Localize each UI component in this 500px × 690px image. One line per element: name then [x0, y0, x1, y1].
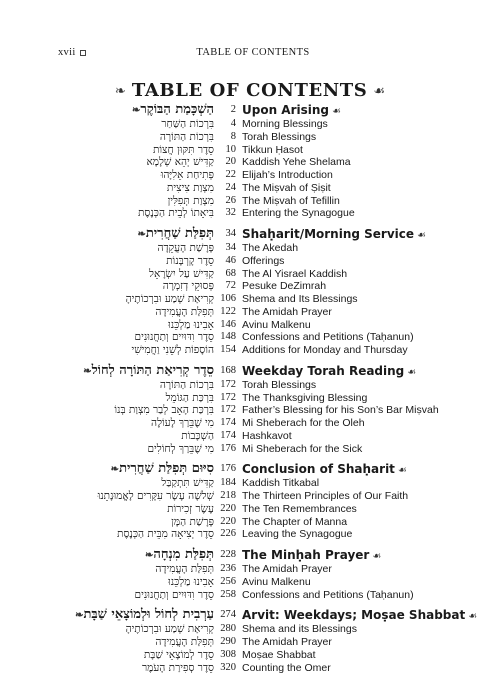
- section-hebrew-title: [143, 547, 214, 564]
- entry-page-number: 174: [220, 429, 236, 441]
- toc-section-row[interactable]: [0, 363, 500, 379]
- toc-entry-row[interactable]: [0, 490, 500, 503]
- entry-hebrew-title: מִצְוַת צִיצִית: [166, 181, 214, 194]
- section-english-text: Weekday Torah Reading: [242, 363, 405, 378]
- entry-page-number: 146: [220, 318, 236, 330]
- entry-hebrew-title: בִּרְכוֹת הַתּוֹרָה: [159, 130, 214, 143]
- toc-section-row[interactable]: [0, 226, 500, 242]
- page-title: TABLE OF CONTENTS: [131, 80, 368, 101]
- section-hebrew-text: הַשְׁכָּמַת הַבּוֹקֶר: [140, 102, 214, 117]
- section-page-number: 2: [230, 104, 236, 115]
- entry-english-title: Torah Blessings: [242, 130, 317, 143]
- toc-entry-row[interactable]: [0, 169, 500, 182]
- entry-page-number: 218: [220, 490, 236, 501]
- entry-hebrew-title: קַדִּישׁ תִּתְקַבַּל: [161, 477, 214, 490]
- entry-hebrew-title: פָּרָשַׁת הַמָּן: [171, 515, 214, 528]
- toc-entry-row[interactable]: [0, 589, 500, 602]
- entry-hebrew-title: מִצְוַת תְּפִלִּין: [167, 194, 214, 207]
- entry-hebrew-title: סֵדֶר תִּקּוּן חֲצוֹת: [152, 143, 214, 156]
- entry-page-number: 236: [220, 563, 236, 574]
- entry-hebrew-title: תְּפִלַּת הָעֲמִידָה: [155, 636, 214, 648]
- entry-page-number: 8: [230, 130, 236, 142]
- entry-english-title: The Al Yisrael Kaddish: [242, 267, 348, 280]
- flourish-icon: ❧: [110, 464, 120, 476]
- section-hebrew-title: [135, 226, 214, 243]
- toc-entry-row[interactable]: [0, 280, 500, 293]
- entry-english-title: Shema and its Blessings: [242, 623, 357, 636]
- entry-english-title: Avinu Malkenu: [242, 575, 311, 588]
- entry-hebrew-title: תְּפִלַּת הָעֲמִידָה: [155, 305, 214, 318]
- flourish-icon: ☙: [372, 551, 382, 562]
- entry-hebrew-title: קְרִיאַת שְׁמַע וּבִרְכוֹתֶיהָ: [125, 623, 214, 636]
- toc-entry-row[interactable]: [0, 503, 500, 516]
- flourish-icon: ☙: [332, 106, 341, 117]
- entry-page-number: 122: [220, 305, 236, 317]
- toc-entry-row[interactable]: [0, 636, 500, 649]
- entry-hebrew-title: עֶשֶׂר זְכִירוֹת: [167, 502, 214, 515]
- entry-english-title: Kaddish Yehe Shelama: [242, 156, 351, 169]
- toc-entry-row[interactable]: [0, 268, 500, 281]
- toc-entry-row[interactable]: [0, 144, 500, 157]
- page-number: xvii: [58, 47, 76, 58]
- entry-hebrew-title: בִּרְכַּת הָאָב לְבַר מִצְוַת בְּנוֹ: [114, 404, 214, 417]
- entry-english-title: Morning Blessings: [242, 118, 328, 130]
- flourish-icon: ❧: [137, 229, 146, 240]
- section-english-text: Shaḥarit/Morning Service: [242, 227, 415, 241]
- toc-entry-row[interactable]: [0, 207, 500, 220]
- entry-page-number: 154: [220, 344, 236, 355]
- running-head: [58, 47, 448, 58]
- entry-hebrew-title: סֵדֶר יְצִיאָה מִבֵּית הַכְּנֶסֶת: [117, 528, 214, 541]
- entry-page-number: 24: [225, 181, 236, 193]
- flourish-icon: ☙: [397, 465, 407, 477]
- entry-page-number: 320: [220, 661, 236, 673]
- entry-page-number: 20: [225, 156, 236, 168]
- entry-hebrew-title: סֵדֶר לְמוֹצָאֵי שַׁבָּת: [143, 648, 214, 661]
- section-hebrew-text: סִיּוּם תְּפִלַּת שַׁחֲרִית: [119, 461, 214, 477]
- entry-page-number: 280: [220, 623, 236, 635]
- section-hebrew-text: עַרְבִית לְחוֹל וּלְמוֹצָאֵי שַׁבָּת: [83, 607, 214, 623]
- section-hebrew-text: תְּפִלַּת מִנְחָה: [153, 547, 214, 562]
- entry-english-title: The Thirteen Principles of Our Faith: [242, 490, 409, 502]
- flourish-right-icon: ☙: [373, 82, 386, 98]
- entry-hebrew-title: בִּרְכוֹת הַשַּׁחַר: [161, 118, 214, 130]
- section-page-number: 176: [220, 463, 236, 475]
- flourish-icon: ☙: [407, 366, 417, 378]
- section-page-number: 34: [225, 228, 236, 239]
- entry-page-number: 106: [220, 293, 236, 304]
- toc-entry-row[interactable]: [0, 404, 500, 417]
- entry-hebrew-title: קַדִּישׁ יְהֵא שְׁלָמָא: [146, 156, 214, 169]
- entry-page-number: 4: [230, 118, 236, 129]
- section-hebrew-title: [130, 102, 214, 119]
- entry-english-title: The Miṣvah of Ṣiṣit: [242, 181, 331, 194]
- toc-section-row[interactable]: [0, 547, 500, 563]
- section-english-text: Arvit: Weekdays; Moṣae Shabbat: [242, 608, 466, 623]
- entry-hebrew-title: שְׁלשָׁה עָשָׂר עִקָּרִים לָאֱמוּנָתֵנוּ: [97, 490, 214, 502]
- entry-page-number: 172: [220, 391, 236, 403]
- entry-english-title: The Thanksgiving Blessing: [242, 391, 368, 404]
- entry-english-title: Father’s Blessing for his Son’s Bar Miṣvah: [242, 404, 439, 417]
- section-hebrew-text: תְּפִלַּת שַׁחֲרִית: [145, 226, 214, 241]
- flourish-icon: ☙: [417, 230, 426, 241]
- entry-english-title: Additions for Monday and Thursday: [242, 344, 408, 356]
- entry-english-title: Shema and Its Blessings: [242, 293, 358, 305]
- toc-entry-row[interactable]: [0, 182, 500, 195]
- toc-section-row[interactable]: [0, 461, 500, 477]
- toc-entry-row[interactable]: [0, 576, 500, 589]
- entry-english-title: Entering the Synagogue: [242, 207, 355, 220]
- entry-page-number: 46: [225, 254, 236, 266]
- entry-english-title: Confessions and Petitions (Taḥanun): [242, 588, 414, 601]
- entry-hebrew-title: אָבִינוּ מַלְכֵּנוּ: [168, 318, 214, 331]
- entry-english-title: The Amidah Prayer: [242, 563, 332, 575]
- entry-english-title: Leaving the Synagogue: [242, 528, 353, 541]
- entry-english-title: Avinu Malkenu: [242, 318, 311, 331]
- entry-page-number: 176: [220, 442, 236, 454]
- toc-entry-row[interactable]: [0, 331, 500, 344]
- toc-entry-row[interactable]: [0, 563, 500, 576]
- entry-hebrew-title: אָבִינוּ מַלְכֵּנוּ: [168, 575, 214, 588]
- entry-hebrew-title: פְּתִיחַת אֵלִיָּהוּ: [160, 169, 214, 181]
- entry-english-title: Pesuke DeZimrah: [242, 280, 327, 293]
- toc-entry-row[interactable]: [0, 477, 500, 490]
- toc-entry-row[interactable]: [0, 516, 500, 529]
- entry-page-number: 148: [220, 331, 236, 343]
- entry-hebrew-title: קְרִיאַת שְׁמַע וּבִרְכוֹתֶיהָ: [125, 293, 214, 305]
- section-english-text: Conclusion of Shaḥarit: [242, 462, 395, 477]
- flourish-icon: ❧: [144, 550, 154, 561]
- section-page-number: 168: [220, 364, 236, 376]
- entry-english-title: The Ten Remembrances: [242, 502, 357, 515]
- flourish-icon: ❧: [75, 610, 84, 622]
- entry-page-number: 226: [220, 528, 236, 540]
- flourish-icon: ❧: [132, 105, 141, 116]
- entry-english-title: Kaddish Titkabal: [242, 477, 320, 490]
- toc-entry-row[interactable]: [0, 417, 500, 430]
- entry-page-number: 10: [225, 143, 236, 155]
- toc-section-row[interactable]: [0, 607, 500, 623]
- entry-page-number: 220: [220, 502, 236, 514]
- entry-page-number: 220: [220, 515, 236, 527]
- entry-page-number: 172: [220, 378, 236, 390]
- toc-entry-row[interactable]: [0, 443, 500, 456]
- entry-english-title: Elijah’s Introduction: [242, 169, 333, 181]
- entry-page-number: 172: [220, 404, 236, 416]
- toc-entry-row[interactable]: [0, 392, 500, 405]
- entry-hebrew-title: הַשְׁכָּבוֹת: [181, 429, 214, 442]
- entry-page-number: 32: [225, 207, 236, 219]
- section-hebrew-title: [109, 461, 214, 478]
- flourish-icon: ☙: [468, 611, 478, 623]
- toc-entry-row[interactable]: [0, 195, 500, 208]
- flourish-left-icon: ❧: [114, 82, 126, 98]
- section-english-text: The Minḥah Prayer: [242, 548, 370, 562]
- page-title-row: [0, 80, 500, 101]
- entry-hebrew-title: סֵדֶר וִדּוּיִים וְתַחֲנוּנִים: [134, 588, 214, 601]
- section-english-text: Upon Arising: [242, 103, 330, 117]
- entry-page-number: 174: [220, 417, 236, 428]
- toc-entry-row[interactable]: [0, 255, 500, 268]
- flourish-icon: ❧: [83, 365, 92, 377]
- entry-page-number: 34: [225, 242, 236, 253]
- entry-page-number: 308: [220, 648, 236, 660]
- section-hebrew-title: [81, 363, 214, 380]
- section-hebrew-title: [73, 607, 214, 624]
- entry-page-number: 256: [220, 575, 236, 587]
- toc-entry-row[interactable]: [0, 379, 500, 392]
- toc-entry-row[interactable]: [0, 306, 500, 319]
- entry-hebrew-title: בִּיאָתוֹ לְבֵית הַכְּנֶסֶת: [138, 207, 214, 220]
- toc-entry-row[interactable]: [0, 649, 500, 662]
- toc-entry-row[interactable]: [0, 131, 500, 144]
- entry-hebrew-title: מִי שֶׁבֵּרַךְ לָעוֹלֶה: [151, 417, 214, 429]
- entry-hebrew-title: פְּסוּקֵי דְזִמְרָה: [162, 280, 214, 293]
- entry-page-number: 184: [220, 477, 236, 489]
- entry-page-number: 68: [225, 267, 236, 279]
- toc-entry-row[interactable]: [0, 528, 500, 541]
- section-hebrew-text: סֵדֶר קְרִיאַת הַתּוֹרָה לְחוֹל: [91, 362, 214, 378]
- entry-page-number: 26: [225, 194, 236, 206]
- toc-entry-row[interactable]: [0, 662, 500, 675]
- entry-english-title: Offerings: [242, 254, 285, 267]
- toc-entry-row[interactable]: [0, 319, 500, 332]
- entry-hebrew-title: סֵדֶר וִדּוּיִים וְתַחֲנוּנִים: [134, 331, 214, 344]
- toc-entry-row[interactable]: [0, 156, 500, 169]
- entry-hebrew-title: מִי שֶׁבֵּרַךְ לְחוֹלִים: [147, 442, 214, 455]
- entry-english-title: Mi Sheberach for the Sick: [242, 442, 363, 455]
- toc-entry-row[interactable]: [0, 242, 500, 255]
- section-page-number: 274: [220, 609, 236, 621]
- entry-hebrew-title: תְּפִלַּת הָעֲמִידָה: [155, 563, 214, 575]
- entry-page-number: 22: [225, 169, 236, 180]
- entry-english-title: Mi Sheberach for the Oleh: [242, 417, 365, 429]
- toc-entry-row[interactable]: [0, 623, 500, 636]
- toc-entry-row[interactable]: [0, 344, 500, 357]
- toc-entry-row[interactable]: [0, 430, 500, 443]
- toc-entry-row[interactable]: [0, 118, 500, 131]
- entry-english-title: The Akedah: [242, 242, 299, 254]
- entry-hebrew-title: קַדִּישׁ עַל יִשְׂרָאֵל: [149, 267, 214, 280]
- entry-hebrew-title: בִּרְכַּת הַגּוֹמֵל: [165, 391, 214, 404]
- table-of-contents: [0, 102, 500, 674]
- entry-english-title: The Chapter of Manna: [242, 515, 348, 528]
- entry-page-number: 258: [220, 588, 236, 600]
- section-page-number: 228: [220, 549, 236, 560]
- entry-english-title: Confessions and Petitions (Taḥanun): [242, 331, 414, 344]
- toc-section-row[interactable]: [0, 102, 500, 118]
- toc-entry-row[interactable]: [0, 293, 500, 306]
- entry-hebrew-title: הוֹסָפוֹת לְשֵׁנִי וַחֲמִישִׁי: [131, 344, 214, 356]
- entry-hebrew-title: סֵדֶר סְפִירַת הָעֹמֶר: [141, 661, 214, 674]
- entry-english-title: Tikkun Ḥasot: [242, 143, 303, 156]
- entry-page-number: 290: [220, 636, 236, 647]
- entry-hebrew-title: פָּרָשַׁת הָעֲקֵדָה: [157, 242, 214, 254]
- entry-english-title: The Miṣvah of Tefillin: [242, 194, 340, 207]
- entry-english-title: Hashkavot: [242, 429, 292, 442]
- entry-english-title: Counting the Omer: [242, 661, 331, 674]
- running-title: TABLE OF CONTENTS: [196, 47, 310, 58]
- entry-english-title: The Amidah Prayer: [242, 636, 332, 648]
- entry-english-title: Moṣae Shabbat: [242, 648, 316, 661]
- entry-page-number: 72: [225, 280, 236, 292]
- entry-hebrew-title: בִּרְכוֹת הַתּוֹרָה: [159, 378, 214, 391]
- entry-english-title: The Amidah Prayer: [242, 305, 332, 318]
- entry-english-title: Torah Blessings: [242, 378, 317, 391]
- entry-hebrew-title: סֵדֶר קָרְבָּנוֹת: [166, 254, 214, 267]
